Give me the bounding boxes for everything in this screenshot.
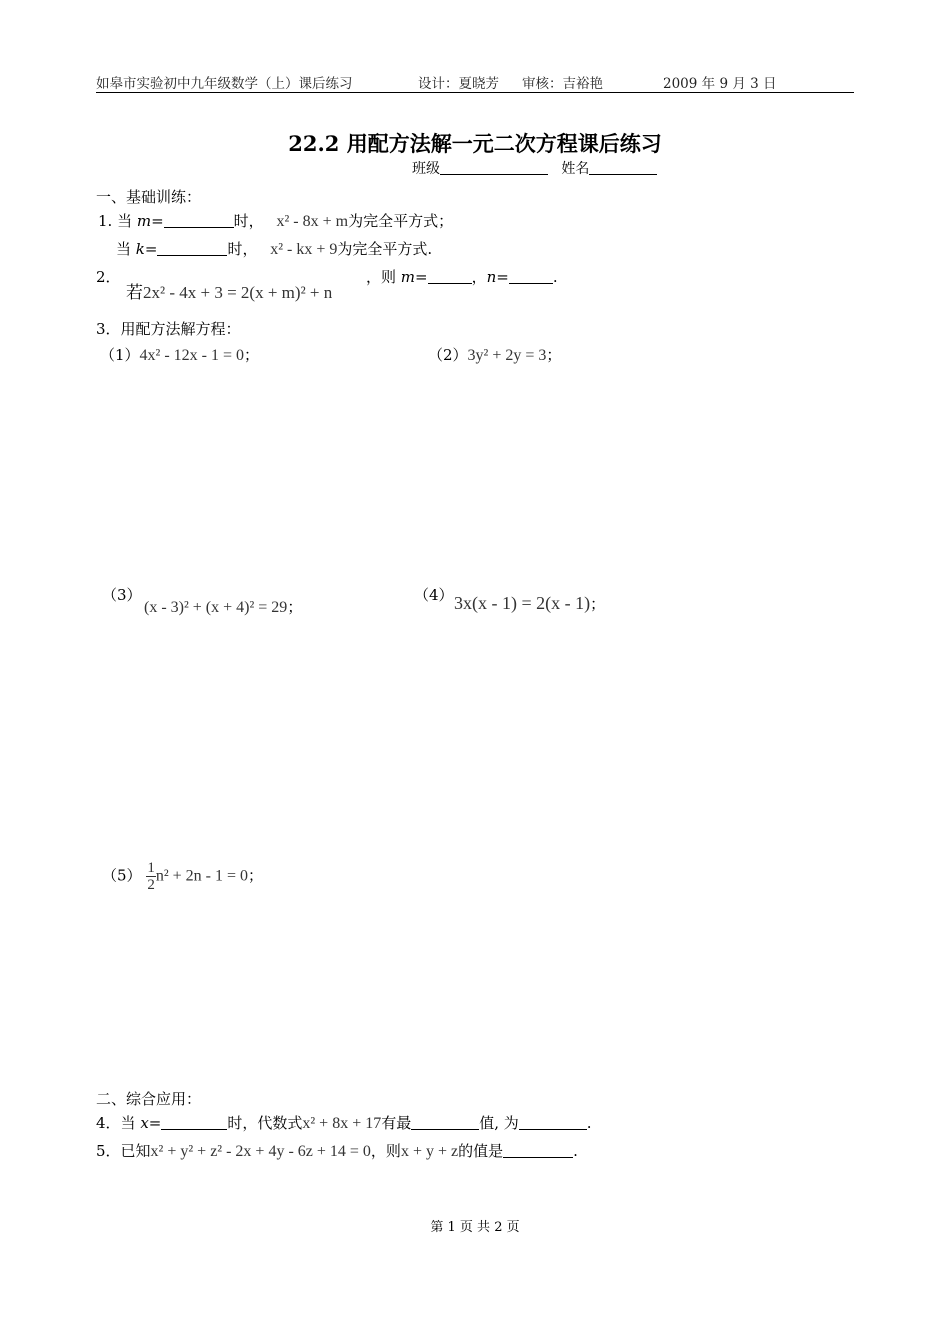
question-2-number: 2．	[96, 268, 121, 286]
q4-extreme-blank[interactable]	[411, 1115, 479, 1130]
q3-p3-expr: (x - 3)² + (x + 4)² = 29	[144, 599, 288, 616]
question-5	[96, 1140, 578, 1161]
q3-part-2	[428, 344, 561, 365]
q3-p5-denominator: 2	[147, 877, 155, 893]
q4-eq: =	[148, 1114, 162, 1132]
q2-m-blank[interactable]	[428, 269, 472, 284]
q1-var-k: k	[135, 240, 145, 258]
q2-end: .	[552, 268, 558, 286]
q2-n: n	[486, 268, 497, 286]
question-1-line-2	[116, 238, 432, 259]
q3-p5-fraction	[146, 860, 156, 893]
question-4	[96, 1112, 592, 1133]
q4-value-blank[interactable]	[519, 1115, 587, 1130]
class-label: 班级	[412, 161, 440, 177]
question-2-expression	[126, 278, 332, 303]
q5-expr: x² + y² + z² - 2x + 4y - 6z + 14 = 0	[150, 1143, 371, 1160]
q1-expr1: x² - 8x + m	[276, 213, 349, 230]
q1-k-blank[interactable]	[157, 241, 227, 256]
q1-suffix2: 为完全平方式.	[337, 240, 433, 258]
q3-p2-expr: 3y² + 2y = 3	[467, 347, 547, 364]
header-reviewer: 审核：吉裕艳	[522, 76, 603, 92]
section-basic-training: 一、基础训练：	[96, 188, 202, 206]
q3-p5-label: （5）	[102, 866, 142, 885]
q5-expr2: x + y + z	[400, 1143, 459, 1160]
q4-prefix: 4．当	[96, 1114, 141, 1132]
question-1-line-1	[98, 210, 453, 231]
page-title: 22.2 用配方法解一元二次方程课后练习	[288, 131, 662, 156]
q3-p2-semi: ；	[546, 346, 562, 364]
q5-suffix: 的值是	[458, 1142, 504, 1160]
q1-eq-2: =	[144, 240, 158, 258]
q4-max: 有最	[381, 1114, 412, 1132]
q2-then: ，则	[366, 268, 401, 286]
q1-m-blank[interactable]	[164, 213, 234, 228]
q3-p1-semi: ；	[244, 346, 260, 364]
q1-when-2: 时，	[227, 240, 258, 258]
q4-expr: x² + 8x + 17	[302, 1115, 382, 1132]
q3-part-4	[454, 593, 605, 614]
q3-p3-label: （3）	[102, 586, 142, 604]
class-name-line	[412, 158, 657, 178]
q2-comma: ，	[471, 268, 487, 286]
q4-x-blank[interactable]	[161, 1115, 227, 1130]
header-school: 如皋市实验初中九年级数学（上）课后练习	[96, 76, 353, 92]
q2-ruo: 若	[126, 283, 143, 303]
header-date: 2009 年 9 月 3 日	[663, 76, 777, 92]
q1-expr2: x² - kx + 9	[270, 241, 338, 258]
q3-part-1	[100, 344, 259, 365]
q3-p4-label: （4）	[414, 586, 454, 604]
q2-m: m	[400, 268, 416, 286]
q1-prefix: 1. 当	[98, 212, 137, 230]
q3-part-5	[102, 860, 263, 893]
q3-p4-expr: 3x(x - 1) = 2(x - 1)	[454, 593, 591, 613]
class-blank[interactable]	[440, 160, 548, 175]
q3-p5-semi: ；	[248, 866, 264, 885]
q3-p2-label: （2）	[428, 346, 468, 364]
q3-p1-expr: 4x² - 12x - 1 = 0	[139, 347, 245, 364]
q4-end: .	[586, 1114, 592, 1132]
q2-eq: =	[415, 268, 428, 286]
q4-value: 值, 为	[479, 1114, 519, 1132]
q1-var-m: m	[136, 212, 152, 230]
q1-suffix1: 为完全平方式；	[348, 212, 454, 230]
q3-p4-semi: ；	[590, 595, 606, 613]
page-footer: 第 1 页 共 2 页	[430, 1220, 520, 1235]
q2-eq-2: =	[496, 268, 509, 286]
q5-blank[interactable]	[503, 1143, 573, 1158]
q5-then: ，则	[370, 1142, 401, 1160]
q4-mid: 时，代数式	[227, 1114, 303, 1132]
q1-when: 时，	[233, 212, 264, 230]
q1-eq: =	[151, 212, 164, 230]
q3-part-3	[144, 596, 302, 617]
q5-end: .	[573, 1142, 578, 1160]
q3-p5-numerator: 1	[147, 860, 155, 876]
q1-line2-prefix: 当	[116, 240, 136, 258]
q3-p3-semi: ；	[287, 598, 303, 616]
name-label: 姓名	[561, 161, 590, 177]
question-2-answer	[366, 266, 558, 287]
section-comprehensive: 二、综合应用：	[96, 1090, 202, 1108]
q3-p1-label: （1）	[100, 346, 140, 364]
header-designer: 设计：夏晓芳	[418, 76, 499, 92]
page-header	[96, 70, 854, 93]
q2-n-blank[interactable]	[509, 269, 553, 284]
q2-expr: 2x² - 4x + 3 = 2(x + m)² + n	[143, 283, 333, 302]
q5-prefix: 5．已知	[96, 1142, 151, 1160]
question-3-label: 3．用配方法解方程：	[96, 320, 241, 338]
name-blank[interactable]	[589, 160, 657, 175]
q3-p5-expr: n² + 2n - 1 = 0	[155, 867, 248, 885]
q4-var: x	[140, 1114, 149, 1132]
